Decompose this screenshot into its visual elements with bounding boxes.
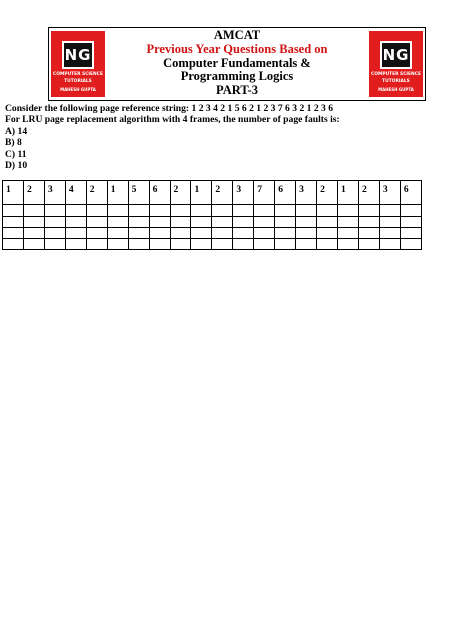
reference-cell: 5 (128, 181, 149, 205)
frame-cell (170, 238, 191, 249)
frame-cell (44, 238, 65, 249)
frame-cell (358, 205, 379, 216)
reference-cell: 3 (44, 181, 65, 205)
frame-cell (212, 227, 233, 238)
frame-cell (212, 216, 233, 227)
frame-cell (170, 205, 191, 216)
logo-caption-1: COMPUTER SCIENCE (371, 72, 421, 77)
frame-cell (107, 227, 128, 238)
frame-cell (275, 227, 296, 238)
frame-cell (338, 238, 359, 249)
frame-cell (296, 216, 317, 227)
frame-cell (400, 216, 421, 227)
option-b: B) 8 (5, 137, 22, 149)
banner-title-block (109, 29, 365, 98)
frame-cell (107, 238, 128, 249)
reference-cell: 6 (149, 181, 170, 205)
frame-cell (170, 227, 191, 238)
frame-cell (65, 238, 86, 249)
frame-cell (275, 238, 296, 249)
reference-cell: 4 (65, 181, 86, 205)
frame-cell (254, 227, 275, 238)
frame-cell (128, 238, 149, 249)
reference-cell: 1 (107, 181, 128, 205)
frame-cell (3, 205, 24, 216)
frame-cell (233, 205, 254, 216)
frame-cell (296, 227, 317, 238)
frame-cell (3, 238, 24, 249)
frame-cell (212, 238, 233, 249)
frame-cell (191, 227, 212, 238)
reference-cell: 2 (23, 181, 44, 205)
frame-cell (358, 216, 379, 227)
logo-caption-2: TUTORIALS (382, 79, 410, 84)
ng-logo-mark: NG (380, 41, 412, 69)
title-banner (48, 27, 426, 101)
frame-cell (86, 205, 107, 216)
frame-cell (317, 216, 338, 227)
frame-cell (86, 216, 107, 227)
frame-cell (233, 216, 254, 227)
frame-cell (107, 205, 128, 216)
frame-cell (3, 227, 24, 238)
logo-caption-3: MAHESH GUPTA (60, 87, 96, 92)
reference-cell: 6 (275, 181, 296, 205)
frame-cell (379, 205, 400, 216)
frame-cell (86, 227, 107, 238)
frame-cell (379, 238, 400, 249)
frame-cell (149, 216, 170, 227)
frame-cell (65, 227, 86, 238)
frame-cell (233, 227, 254, 238)
frame-cell (317, 227, 338, 238)
frame-cell (149, 205, 170, 216)
frame-cell (107, 216, 128, 227)
ng-logo-right (369, 31, 423, 97)
logo-caption-2: TUTORIALS (64, 79, 92, 84)
question-prompt: For LRU page replacement algorithm with 4 frames, the number of page faults is: (5, 114, 340, 126)
frame-cell (275, 216, 296, 227)
logo-caption-3: MAHESH GUPTA (378, 87, 414, 92)
reference-cell: 2 (86, 181, 107, 205)
option-c: C) 11 (5, 148, 27, 160)
frame-cell (65, 205, 86, 216)
frame-cell (254, 216, 275, 227)
banner-topic-1: Computer Fundamentals & (163, 55, 311, 70)
frame-cell (275, 205, 296, 216)
frame-cell (191, 238, 212, 249)
frame-cell (296, 238, 317, 249)
logo-caption-1: COMPUTER SCIENCE (53, 72, 103, 77)
frame-cell (149, 227, 170, 238)
frame-cell (191, 205, 212, 216)
frame-cell (128, 205, 149, 216)
frame-cell (23, 205, 44, 216)
frame-cell (338, 227, 359, 238)
ng-logo-left (51, 31, 105, 97)
frame-cell (379, 216, 400, 227)
reference-cell: 1 (191, 181, 212, 205)
frame-cell (44, 227, 65, 238)
reference-cell: 2 (317, 181, 338, 205)
frame-cell (254, 238, 275, 249)
option-d: D) 10 (5, 160, 28, 172)
frame-cell (86, 238, 107, 249)
question-reference-string: Consider the following page reference string: 1 2 3 4 2 1 5 6 2 1 2 3 7 6 3 2 1 2 3 6 (5, 103, 334, 114)
frame-cell (254, 205, 275, 216)
frame-cell (358, 227, 379, 238)
banner-topic-2: Programming Logics (180, 69, 294, 84)
option-a: A) 14 (5, 125, 28, 137)
reference-cell: 3 (379, 181, 400, 205)
reference-cell: 7 (254, 181, 275, 205)
reference-row (3, 181, 422, 205)
frame-cell (44, 216, 65, 227)
reference-cell: 3 (296, 181, 317, 205)
frame-cell (400, 238, 421, 249)
frame-cell (358, 238, 379, 249)
frame-cell (149, 238, 170, 249)
frame-cell (317, 238, 338, 249)
reference-cell: 3 (233, 181, 254, 205)
frame-cell (400, 205, 421, 216)
banner-title-amcat: AMCAT (213, 28, 261, 42)
frame-cell (317, 205, 338, 216)
reference-cell: 1 (3, 181, 24, 205)
frame-cell (212, 205, 233, 216)
banner-part: PART-3 (216, 83, 258, 98)
frame-cell (128, 216, 149, 227)
question-block (5, 103, 469, 171)
frame-cell (338, 216, 359, 227)
frame-row (3, 216, 422, 227)
page-frame-table (2, 180, 422, 250)
banner-subtitle: Previous Year Questions Based on (146, 41, 328, 56)
frame-cell (65, 216, 86, 227)
frame-cell (191, 216, 212, 227)
frame-cell (400, 227, 421, 238)
frame-cell (23, 227, 44, 238)
ng-logo-mark: NG (62, 41, 94, 69)
frame-cell (23, 216, 44, 227)
reference-cell: 2 (358, 181, 379, 205)
frame-cell (338, 205, 359, 216)
frame-row (3, 227, 422, 238)
frame-cell (233, 238, 254, 249)
reference-cell: 6 (400, 181, 421, 205)
frame-cell (296, 205, 317, 216)
frame-cell (128, 227, 149, 238)
reference-cell: 2 (170, 181, 191, 205)
frame-cell (44, 205, 65, 216)
frame-row (3, 238, 422, 249)
reference-cell: 1 (338, 181, 359, 205)
frame-cell (23, 238, 44, 249)
frame-row (3, 205, 422, 216)
frame-cell (379, 227, 400, 238)
reference-cell: 2 (212, 181, 233, 205)
frame-cell (3, 216, 24, 227)
frame-cell (170, 216, 191, 227)
